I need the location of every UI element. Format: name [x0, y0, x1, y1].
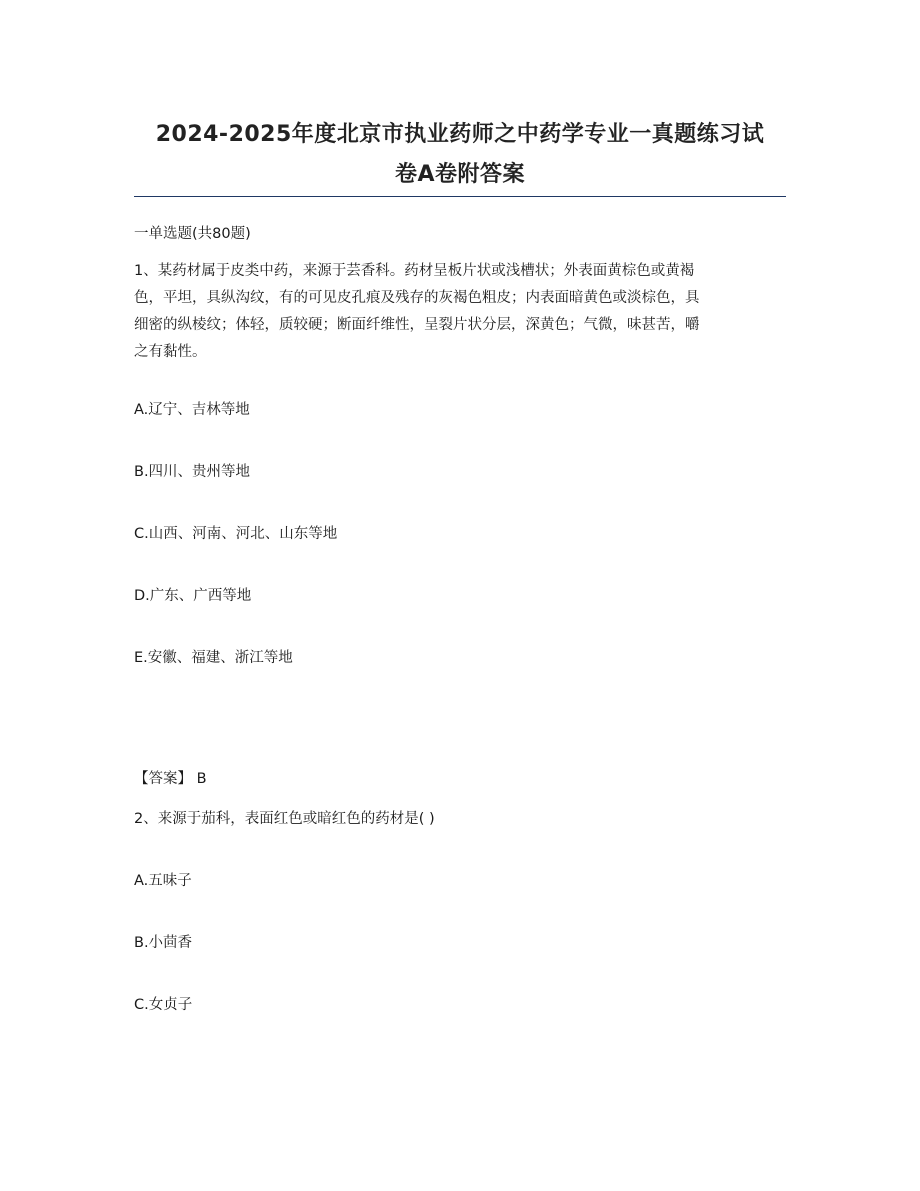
question-1-line: 细密的纵棱纹；体轻，质较硬；断面纤维性，呈裂片状分层，深黄色；气微，味甚苦，嚼 — [134, 317, 700, 333]
question-1-line: 之有黏性。 — [134, 344, 207, 360]
q1-option-d: D.广东、广西等地 — [134, 588, 252, 604]
doc-title-line-1: 2024-2025年度北京市执业药师之中药学专业一真题练习试 — [155, 122, 765, 147]
question-1-line: 1、某药材属于皮类中药，来源于芸香科。药材呈板片状或浅槽状；外表面黄棕色或黄褐 — [134, 263, 695, 279]
q1-option-c: C.山西、河南、河北、山东等地 — [134, 526, 338, 542]
q1-option-b: B.四川、贵州等地 — [134, 464, 251, 480]
q1-answer: 【答案】 B — [134, 771, 207, 787]
title-divider — [134, 196, 786, 197]
q2-option-a: A.五味子 — [134, 873, 192, 889]
q2-option-b: B.小茴香 — [134, 935, 193, 951]
q2-option-c: C.女贞子 — [134, 997, 193, 1013]
doc-title-line-2: 卷A卷附答案 — [394, 162, 526, 187]
question-1-line: 色，平坦，具纵沟纹，有的可见皮孔痕及残存的灰褐色粗皮；内表面暗黄色或淡棕色，具 — [134, 290, 700, 306]
q1-option-a: A.辽宁、吉林等地 — [134, 402, 250, 418]
q1-option-e: E.安徽、福建、浙江等地 — [134, 650, 293, 666]
question-1-stem — [134, 258, 786, 366]
section-heading: 一单选题(共80题) — [134, 226, 251, 242]
question-2-stem: 2、来源于茄科，表面红色或暗红色的药材是( ) — [134, 811, 435, 827]
